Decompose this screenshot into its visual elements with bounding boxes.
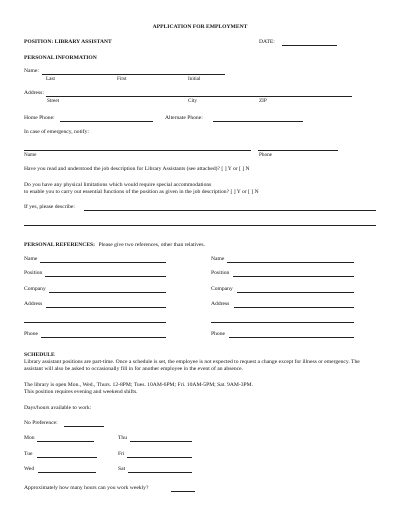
ref2-position-field[interactable] xyxy=(233,276,354,277)
ref2-position-label: Position xyxy=(211,270,230,276)
wed-label: Wed xyxy=(24,466,35,472)
no-preference-field[interactable] xyxy=(64,426,104,427)
hours-field[interactable] xyxy=(171,491,195,492)
emergency-phone-field[interactable] xyxy=(258,150,338,151)
tue-field[interactable] xyxy=(37,457,97,458)
home-phone-field[interactable] xyxy=(60,121,153,122)
ref1-address-label: Address xyxy=(24,301,43,307)
ref2-company-field[interactable] xyxy=(237,292,354,293)
ref1-address-field[interactable] xyxy=(46,307,166,308)
limitations-question-line-1: Do you have any physical limitations which would require special accommodations xyxy=(24,182,212,188)
ref2-address-label: Address xyxy=(211,301,230,307)
ref1-phone-field[interactable] xyxy=(41,337,166,338)
address-sublabel-zip: ZIP xyxy=(259,98,267,104)
name-sublabel-initial: Initial xyxy=(188,76,201,82)
alternate-phone-field[interactable] xyxy=(213,121,303,122)
alternate-phone-label: Alternate Phone: xyxy=(165,115,203,121)
schedule-heading: SCHEDULE xyxy=(24,352,55,358)
form-title: APPLICATION FOR EMPLOYMENT xyxy=(152,24,248,30)
address-field[interactable] xyxy=(46,96,352,97)
ref1-name-field[interactable] xyxy=(40,262,166,263)
emergency-sublabel-phone: Phone xyxy=(259,152,272,158)
address-sublabel-street: Street xyxy=(47,98,60,104)
limitations-question-line-2: to enable you to carry out essential functions of the position as given in the job description? [ ] Y or [ ] N xyxy=(24,189,259,195)
ref1-company-field[interactable] xyxy=(49,292,166,293)
emergency-name-field[interactable] xyxy=(24,150,251,151)
sat-label: Sat xyxy=(118,466,126,472)
ref2-phone-field[interactable] xyxy=(229,337,354,338)
name-label: Name: xyxy=(24,68,39,74)
ref2-name-field[interactable] xyxy=(227,262,354,263)
wed-field[interactable] xyxy=(38,472,96,473)
home-phone-label: Home Phone: xyxy=(24,115,55,121)
ref2-phone-label: Phone xyxy=(211,331,225,337)
emergency-label: In case of emergency, notify: xyxy=(24,129,89,135)
name-field[interactable] xyxy=(42,74,225,75)
emergency-sublabel-name: Name xyxy=(24,152,37,158)
fri-field[interactable] xyxy=(127,457,192,458)
job-description-question: Have you read and understood the job description for Library Assistants (see attached)? [ ] Y or [ ] N xyxy=(24,166,250,172)
schedule-hours-line: The library is open Mon., Wed., Thurs. 12-8PM; Tues. 10AM-6PM; Fri. 10AM-5PM; Sat. 9AM-3PM. xyxy=(24,382,254,388)
ref1-phone-label: Phone xyxy=(24,331,38,337)
name-sublabel-first: First xyxy=(117,76,127,82)
address-sublabel-city: City xyxy=(188,98,197,104)
date-field[interactable] xyxy=(282,45,337,46)
if-yes-field-2[interactable] xyxy=(24,225,376,226)
ref1-address-field-2[interactable] xyxy=(24,322,166,323)
name-sublabel-last: Last xyxy=(46,76,55,82)
address-label: Address: xyxy=(24,90,44,96)
sat-field[interactable] xyxy=(128,472,192,473)
ref1-company-label: Company xyxy=(24,286,46,292)
thu-label: Thu xyxy=(118,435,128,441)
thu-field[interactable] xyxy=(130,441,192,442)
schedule-paragraph-1: Library assistant positions are part-time. Once a schedule is set, the employee is not expected to request a change except for illness or emergency. The assistant will also be asked to occasionally fill in for another employee in the event of an absence. xyxy=(24,359,360,372)
ref2-name-label: Name xyxy=(211,256,225,262)
tue-label: Tue xyxy=(24,451,33,457)
if-yes-field-1[interactable] xyxy=(84,210,376,211)
ref2-address-field[interactable] xyxy=(234,307,354,308)
hours-question: Approximately how many hours can you work weekly? xyxy=(24,485,149,491)
ref2-address-field-2[interactable] xyxy=(211,322,354,323)
days-hours-label: Days/hours available to work: xyxy=(24,405,92,411)
ref1-position-field[interactable] xyxy=(45,276,166,277)
references-header xyxy=(24,242,205,249)
references-heading: PERSONAL REFERENCES: xyxy=(24,242,96,248)
position-label: POSITION: LIBRARY ASSISTANT xyxy=(24,39,112,45)
date-label: DATE: xyxy=(259,39,275,45)
schedule-shifts-line: This position requires evening and weekend shifts. xyxy=(24,389,138,395)
ref1-position-label: Position xyxy=(24,270,43,276)
personal-info-heading: PERSONAL INFORMATION xyxy=(24,55,97,61)
ref2-company-label: Company xyxy=(211,286,233,292)
no-preference-label: No Preference: xyxy=(24,420,58,426)
ref1-name-label: Name xyxy=(24,256,38,262)
mon-field[interactable] xyxy=(37,441,94,442)
mon-label: Mon xyxy=(24,435,35,441)
fri-label: Fri xyxy=(118,451,125,457)
references-instruction: Please give two references, other than relatives. xyxy=(98,242,205,248)
if-yes-label: If yes, please describe: xyxy=(24,204,75,210)
